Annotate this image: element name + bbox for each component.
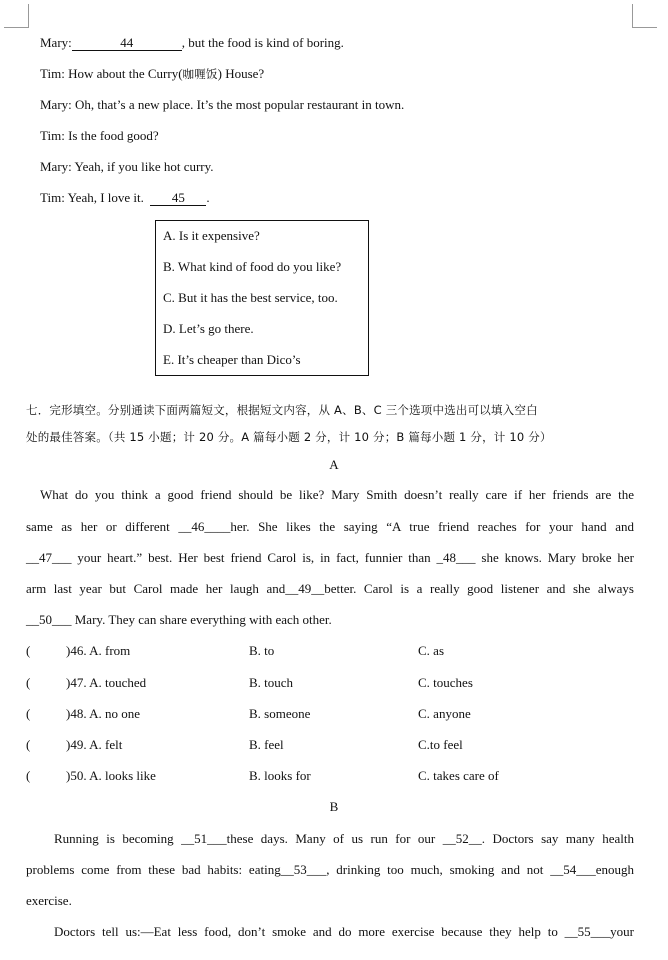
dialogue-text: , but the food is kind of boring. — [181, 35, 344, 50]
answer-paren: ( — [26, 706, 31, 721]
answer-paren: ( — [26, 675, 31, 690]
answer-paren: ( — [26, 768, 31, 783]
question-option-c: C. touches — [418, 675, 473, 690]
question-option-a: )48. A. no one — [66, 706, 141, 721]
crop-mark-right-horizontal — [633, 27, 657, 28]
dialogue-line-5: Mary: Yeah, if you like hot curry. — [40, 159, 214, 174]
crop-mark-left-vertical — [28, 4, 29, 28]
question-option-c: C. as — [418, 643, 444, 658]
answer-paren: ( — [26, 643, 31, 658]
dialogue-text: Tim: How about the Curry( — [40, 66, 183, 81]
options-box — [155, 220, 369, 376]
question-option-b: B. touch — [249, 675, 294, 690]
option-a: A. Is it expensive? — [163, 228, 260, 243]
crop-mark-right-vertical — [632, 4, 633, 28]
question-option-a: )46. A. from — [66, 643, 131, 658]
passage-b-line-4: Doctors tell us:—Eat less food, don’t smoke and do more exercise because they help to __55___your — [54, 924, 634, 939]
passage-a-line-1: What do you think a good friend should be like? Mary Smith doesn’t really care if her friends are the — [40, 487, 634, 502]
question-option-b: B. looks for — [249, 768, 311, 783]
section-instruction-line-2: 处的最佳答案。（共 15 小题；计 20 分。A 篇每小题 2 分，计 10 分；B 篇每小题 1 分，计 10 分） — [26, 430, 552, 444]
passage-a-heading: A — [329, 457, 339, 472]
dialogue-line-3: Mary: Oh, that’s a new place. It’s the most popular restaurant in town. — [40, 97, 405, 112]
answer-blank-44: 44 — [72, 35, 182, 51]
passage-b-line-1: Running is becoming __51___these days. Many of us run for our __52__. Doctors say many health — [54, 831, 634, 846]
question-option-b: B. someone — [249, 706, 311, 721]
option-b: B. What kind of food do you like? — [163, 259, 342, 274]
dialogue-text: ) House? — [217, 66, 265, 81]
crop-mark-left-horizontal — [4, 27, 28, 28]
passage-b-heading: B — [329, 799, 339, 814]
dialogue-line-4: Tim: Is the food good? — [40, 128, 159, 143]
section-instruction-line-1: 七．完形填空。分别通读下面两篇短文，根据短文内容，从 A、B、C 三个选项中选出可以填入空白 — [26, 403, 538, 417]
passage-b-line-3: exercise. — [26, 893, 72, 908]
question-option-b: B. feel — [249, 737, 284, 752]
option-d: D. Let’s go there. — [163, 321, 254, 336]
dialogue-line-2 — [40, 65, 264, 83]
answer-blank-45: 45 — [150, 190, 206, 206]
dialogue-line-6: Tim: Yeah, I love it. 45 . — [40, 190, 210, 205]
answer-paren: ( — [26, 737, 31, 752]
question-option-a: )50. A. looks like — [66, 768, 156, 783]
question-option-a: )49. A. felt — [66, 737, 123, 752]
question-option-c: C. takes care of — [418, 768, 499, 783]
passage-a-line-5: __50___ Mary. They can share everything with each other. — [26, 612, 332, 627]
dialogue-text: Tim: Yeah, I love it. — [40, 190, 144, 205]
passage-b-line-2: problems come from these bad habits: eating__53___, drinking too much, smoking and not __54___enough — [26, 862, 634, 877]
option-c: C. But it has the best service, too. — [163, 290, 338, 305]
passage-a-line-4: arm last year but Carol made her laugh and__49__better. Carol is a really good listener and she always — [26, 581, 634, 596]
question-option-c: C.to feel — [418, 737, 463, 752]
question-option-a: )47. A. touched — [66, 675, 147, 690]
dialogue-line-1 — [40, 34, 344, 52]
question-option-c: C. anyone — [418, 706, 471, 721]
option-e: E. It’s cheaper than Dico’s — [163, 352, 301, 367]
chinese-gloss: 咖喱饭 — [182, 67, 218, 81]
speaker-label: Mary: — [40, 35, 72, 50]
question-option-b: B. to — [249, 643, 275, 658]
passage-a-line-3: __47___ your heart.” best. Her best friend Carol is, in fact, funnier than _48___ she knows. Mary broke her — [26, 550, 634, 565]
passage-a-line-2: same as her or different __46____her. She likes the saying “A true friend reaches for your hand and — [26, 519, 634, 534]
